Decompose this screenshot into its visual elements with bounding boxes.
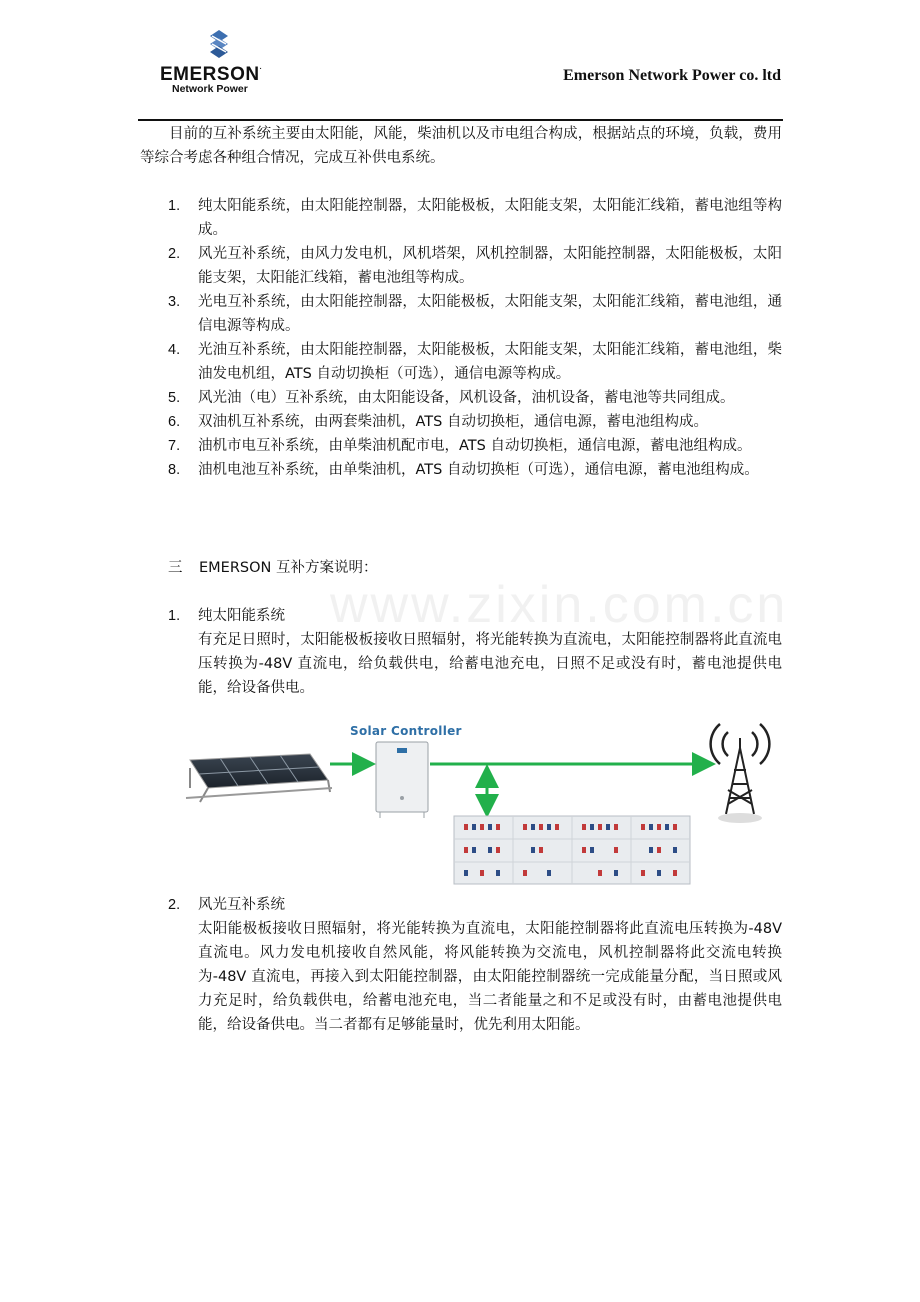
- controller-label: Solar Controller: [350, 724, 462, 738]
- brand-subtitle: Network Power: [172, 83, 248, 95]
- section-title: EMERSON 互补方案说明：: [199, 560, 378, 576]
- subsection-title: 1. 纯太阳能系统: [168, 608, 285, 624]
- watermark: www.zixin.com.cn: [330, 576, 789, 634]
- diagram-graphics: [180, 708, 780, 888]
- list-item: 2. 风光互补系统，由风力发电机，风机塔架，风机控制器，太阳能控制器，太阳能极板，太阳能支架，太阳能汇线箱，蓄电池组等构成。: [168, 246, 782, 286]
- system-list: [168, 194, 782, 482]
- company-name: Emerson Network Power co. ltd: [563, 67, 781, 84]
- list-item: 5. 风光油（电）互补系统，由太阳能设备，风机设备，油机设备，蓄电池等共同组成。: [168, 390, 735, 406]
- list-item: 6. 双油机互补系统，由两套柴油机，ATS 自动切换柜，通信电源，蓄电池组构成。: [168, 414, 708, 430]
- battery-bank-icon: [454, 816, 690, 884]
- list-item: 3. 光电互补系统，由太阳能控制器，太阳能极板，太阳能支架，太阳能汇线箱，蓄电池组，通信电源等构成。: [168, 294, 782, 334]
- subsection-solar: [168, 604, 782, 700]
- section-index: 三: [168, 560, 183, 576]
- brand-name: EMERSON.: [160, 64, 263, 85]
- emerson-logo-icon: [206, 30, 232, 64]
- list-item: 1. 纯太阳能系统，由太阳能控制器，太阳能极板，太阳能支架，太阳能汇线箱，蓄电池组等构成。: [168, 198, 782, 238]
- intro-paragraph: 目前的互补系统主要由太阳能，风能，柴油机以及市电组合构成，根据站点的环境，负载，费用等综合考虑各种组合情况，完成互补供电系统。: [140, 126, 782, 166]
- solar-system-diagram: [180, 708, 780, 888]
- list-item: 4. 光油互补系统，由太阳能控制器，太阳能极板，太阳能支架，太阳能汇线箱，蓄电池组，柴油发电机组，ATS 自动切换柜（可选），通信电源等构成。: [168, 342, 782, 382]
- subsection-body: 有充足日照时，太阳能极板接收日照辐射，将光能转换为直流电，太阳能控制器将此直流电压转换为-48V 直流电，给负载供电，给蓄电池充电，日照不足或没有时，蓄电池提供电能，给设备供电。: [198, 632, 782, 696]
- subsection-wind-solar: [168, 893, 782, 1037]
- telecom-tower-icon: [711, 724, 770, 823]
- header-rule: [138, 119, 783, 121]
- emerson-logo: [160, 30, 282, 96]
- list-item: 7. 油机市电互补系统，由单柴油机配市电，ATS 自动切换柜，通信电源，蓄电池组构成。: [168, 438, 752, 454]
- solar-controller-icon: [376, 742, 428, 818]
- section-heading: [168, 556, 377, 580]
- subsection-body: 太阳能极板接收日照辐射，将光能转换为直流电，太阳能控制器将此直流电压转换为-48V 直流电。风力发电机接收自然风能，将风能转换为交流电，风机控制器将此交流电转换为-48V 直流电，再接入到太阳能控制器，由太阳能控制器统一完成能量分配，当日照或风力充足时，给负载供电，给蓄电池充电，当二者能量之和不足或没有时，由蓄电池提供电能，给设备供电。当二者都有足够能量时，优先利用太阳能。: [198, 921, 782, 1033]
- subsection-title: 2. 风光互补系统: [168, 897, 285, 913]
- list-item: 8. 油机电池互补系统，由单柴油机，ATS 自动切换柜（可选），通信电源，蓄电池组构成。: [168, 462, 759, 478]
- solar-panel-icon: [186, 754, 332, 802]
